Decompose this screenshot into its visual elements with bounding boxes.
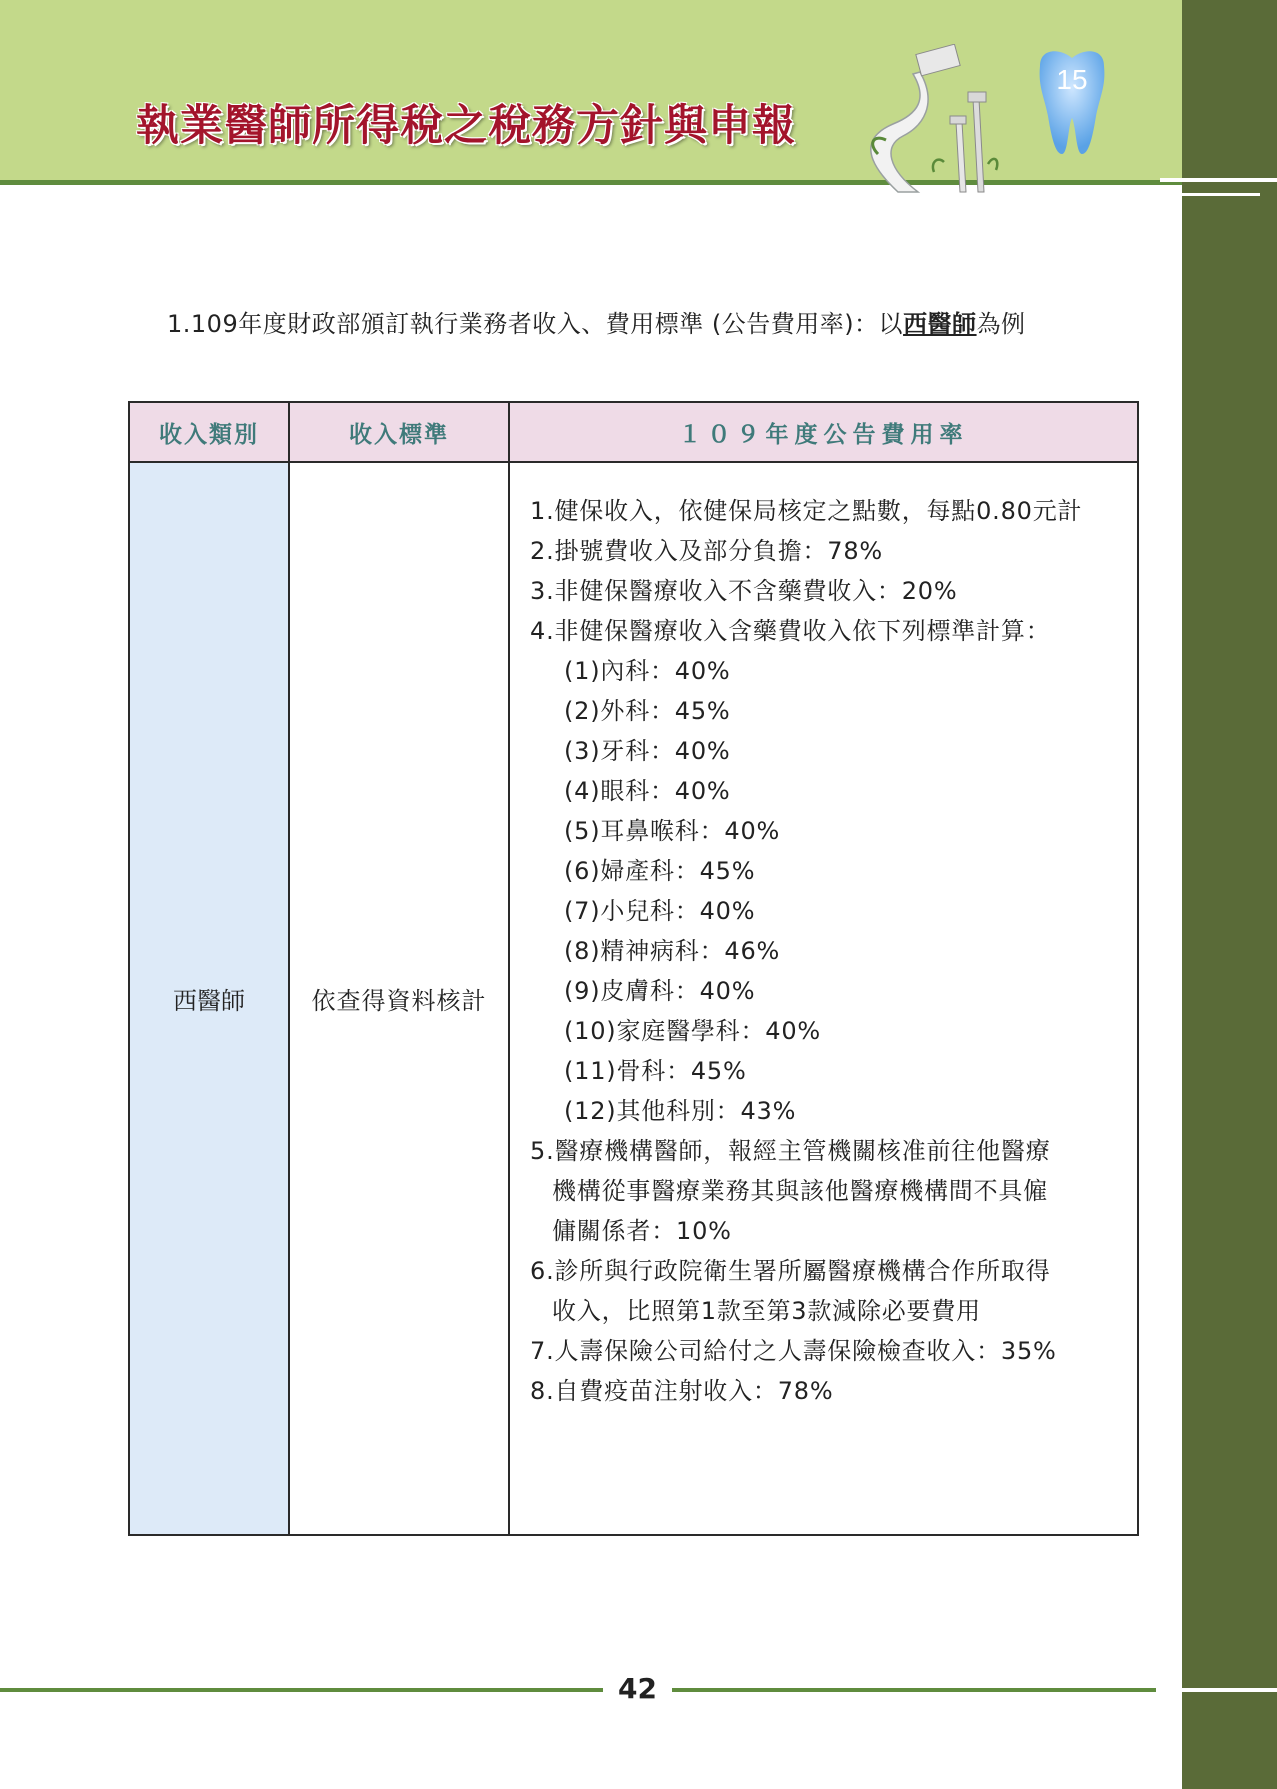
footer-divider [0,1688,603,1692]
decorative-line [1180,193,1260,196]
rate-line: 6.診所與行政院衛生署所屬醫療機構合作所取得 [530,1257,1051,1285]
rate-line: (7)小兒科：40% [564,897,756,925]
sculpture-illustration [838,44,1018,194]
rate-line: 機構從事醫療業務其與該他醫療機構間不具僱 [552,1177,1048,1205]
side-bar [1182,0,1277,1789]
rate-line: (1)內科：40% [564,657,731,685]
rate-line: 傭關係者：10% [552,1217,732,1245]
intro-prefix: 1.109年度財政部頒訂執行業務者收入、費用標準 (公告費用率)：以 [167,310,904,338]
rate-line: (8)精神病科：46% [564,937,781,965]
rate-line: (3)牙科：40% [564,737,731,765]
rate-line: 1.健保收入，依健保局核定之點數，每點0.80元計 [530,497,1083,525]
decorative-line [1182,1688,1277,1692]
category-cell: 西醫師 [130,463,290,1534]
rate-line: (6)婦產科：45% [564,857,756,885]
chapter-number: 15 [1056,64,1088,95]
rate-line: 3.非健保醫療收入不含藥費收入：20% [530,577,958,605]
rate-cell [510,463,1137,1534]
decorative-line [1160,178,1277,182]
column-header-category: 收入類別 [130,403,290,463]
intro-emphasis: 西醫師 [903,310,977,338]
column-header-standard: 收入標準 [290,403,510,463]
rate-line: 7.人壽保險公司給付之人壽保險檢查收入：35% [530,1337,1057,1365]
rate-line: 2.掛號費收入及部分負擔：78% [530,537,884,565]
rate-line: (10)家庭醫學科：40% [564,1017,822,1045]
rate-line: (5)耳鼻喉科：40% [564,817,781,845]
rate-line: (4)眼科：40% [564,777,731,805]
standard-cell: 依查得資料核計 [290,463,510,1534]
rate-line: 8.自費疫苗注射收入：78% [530,1377,834,1405]
rate-line: (9)皮膚科：40% [564,977,756,1005]
rate-list [530,491,1130,1411]
column-header-rate: １０９年度公告費用率 [510,403,1137,463]
rate-line: (11)骨科：45% [564,1057,747,1085]
rate-line: 4.非健保醫療收入含藥費收入依下列標準計算： [530,617,1051,645]
page-title: 執業醫師所得稅之稅務方針與申報 [136,101,796,151]
intro-suffix: 為例 [976,310,1026,338]
expense-rate-table [128,401,1139,1536]
intro-text [167,304,1026,339]
rate-line: (2)外科：45% [564,697,731,725]
page-number: 42 [618,1672,657,1705]
rate-line: (12)其他科別：43% [564,1097,797,1125]
tooth-icon [1030,46,1114,158]
footer-divider [672,1688,1156,1692]
rate-line: 收入，比照第1款至第3款減除必要費用 [552,1297,981,1325]
rate-line: 5.醫療機構醫師，報經主管機關核准前往他醫療 [530,1137,1051,1165]
